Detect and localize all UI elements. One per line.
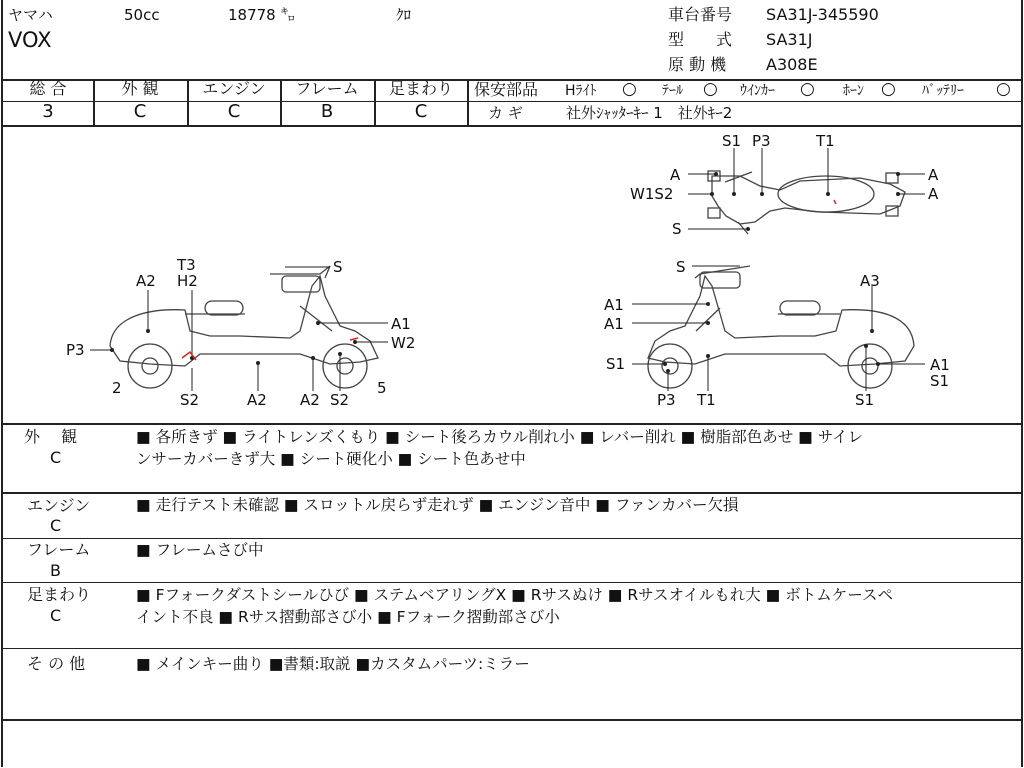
safety-label: 保安部品 [474, 80, 539, 99]
label-A-top-left: A [670, 166, 681, 184]
mileage: 18778 ㌔ [228, 6, 296, 24]
label-H2: H2 [177, 272, 198, 290]
section-label-frame: フレーム [27, 540, 91, 559]
label-T3: T3 [177, 256, 196, 274]
section-line: ■ Fフォークダストシールひび ■ ステムベアリングX ■ Rサスぬけ ■ Rサスオイルもれ大 ■ ボトムケースペ [136, 586, 893, 604]
grade-header-suspension: 足まわり [388, 79, 453, 98]
safety-winker-mark: ○ [800, 79, 815, 99]
safety-headlight: Hﾗｲﾄ [565, 83, 597, 99]
label-S1-right-r: S1 [930, 372, 950, 390]
divider [467, 79, 469, 125]
engine-label: 原 動 機 [668, 55, 727, 74]
color: ｸﾛ [396, 6, 412, 24]
frame-no: SA31J-345590 [766, 5, 879, 24]
grade-header-exterior: 外 観 [121, 79, 159, 98]
section-grade-engine: C [50, 516, 62, 535]
engine-value: A308E [766, 55, 818, 74]
safety-horn-mark: ○ [881, 79, 896, 99]
section-label-exterior: 外 観 [24, 427, 78, 446]
label-S2-b: S2 [330, 391, 350, 409]
scooter-top-view [708, 171, 905, 234]
divider [1, 101, 1023, 102]
label-S1-top: S1 [722, 132, 742, 150]
label-A1-left: A1 [391, 315, 411, 333]
label-T1-top: T1 [816, 132, 835, 150]
frame-no-label: 車台番号 [668, 5, 733, 24]
safety-battery-mark: ○ [996, 79, 1011, 99]
label-5: 5 [377, 379, 387, 397]
label-P3-top: P3 [752, 132, 771, 150]
label-W2: W2 [391, 334, 416, 352]
section-line: ■ 走行テスト未確認 ■ スロットル戻らず走れず ■ エンジン音中 ■ ファンカバー欠損 [136, 496, 739, 514]
safety-battery: ﾊﾞｯﾃﾘｰ [922, 83, 964, 99]
displacement: 50cc [124, 6, 160, 24]
safety-taillight-mark: ○ [703, 79, 718, 99]
section-line: イント不良 ■ Rサス摺動部さび小 ■ Fフォーク摺動部さび小 [136, 608, 560, 626]
divider [1, 582, 1023, 583]
label-T1-right: T1 [697, 391, 716, 409]
label-P3-right: P3 [657, 391, 676, 409]
label-S2-a: S2 [180, 391, 200, 409]
label-A3: A3 [860, 272, 880, 290]
divider [1, 719, 1023, 721]
section-line: ンサーカバーきず大 ■ シート硬化小 ■ シート色あせ中 [136, 450, 526, 468]
damage-diagram [0, 126, 1024, 424]
type-value: SA31J [766, 30, 813, 49]
safety-winker: ｳｲﾝｶｰ [740, 83, 775, 99]
label-A1-right-b: A1 [604, 315, 624, 333]
type-label: 型 式 [668, 30, 733, 49]
divider [280, 79, 282, 125]
section-line: ■ 各所きず ■ ライトレンズくもり ■ シート後ろカウル削れ小 ■ レバー削れ ■ 樹脂部色あせ ■ サイレ [136, 428, 864, 446]
label-A1-right-r: A1 [930, 356, 950, 374]
divider [93, 79, 95, 125]
label-A-top-right1: A [928, 166, 939, 184]
label-A2-top: A2 [136, 272, 156, 290]
grade-engine: C [227, 101, 241, 122]
section-grade-frame: B [50, 561, 61, 580]
safety-horn: ﾎｰﾝ [843, 83, 864, 99]
label-A-top-right2: A [928, 185, 939, 203]
section-label-other: そ の 他 [27, 654, 86, 673]
label-S-right: S [676, 258, 686, 276]
section-grade-exterior: C [50, 448, 62, 467]
section-label-engine: エンジン [27, 496, 91, 515]
label-A2-b2: A2 [300, 391, 320, 409]
label-A2-b1: A2 [247, 391, 267, 409]
grade-header-engine: エンジン [202, 79, 266, 98]
safety-headlight-mark: ○ [622, 79, 637, 99]
grade-exterior: C [133, 101, 147, 122]
key-label: カ ギ [488, 104, 523, 122]
label-2: 2 [112, 379, 122, 397]
label-S1-right-b: S1 [855, 391, 875, 409]
divider [187, 79, 189, 125]
divider [374, 79, 376, 125]
section-label-suspension: 足まわり [27, 585, 92, 604]
label-W1S2: W1S2 [630, 185, 674, 203]
grade-frame: B [320, 101, 334, 122]
divider [1, 423, 1023, 425]
section-line: ■ メインキー曲り ■書類:取説 ■カスタムパーツ:ミラー [136, 655, 530, 673]
section-line: ■ フレームさび中 [136, 541, 264, 559]
label-A1-right-a: A1 [604, 296, 624, 314]
key-value: 社外ｼｬｯﾀｰｷｰ 1 社外ｷｰ2 [566, 104, 733, 122]
label-S-top: S [672, 220, 682, 238]
model-name: VOX [8, 28, 52, 52]
grade-overall: 3 [42, 101, 54, 122]
grade-header-frame: フレーム [295, 79, 359, 98]
section-grade-suspension: C [50, 606, 62, 625]
divider [1, 648, 1023, 649]
maker: ヤマハ [8, 6, 53, 24]
safety-taillight: ﾃｰﾙ [662, 83, 683, 99]
label-S-top-left: S [333, 258, 343, 276]
grade-header-overall: 総 合 [29, 79, 67, 98]
label-S1-right-l: S1 [606, 355, 626, 373]
label-P3-left: P3 [66, 341, 85, 359]
grade-suspension: C [414, 101, 428, 122]
